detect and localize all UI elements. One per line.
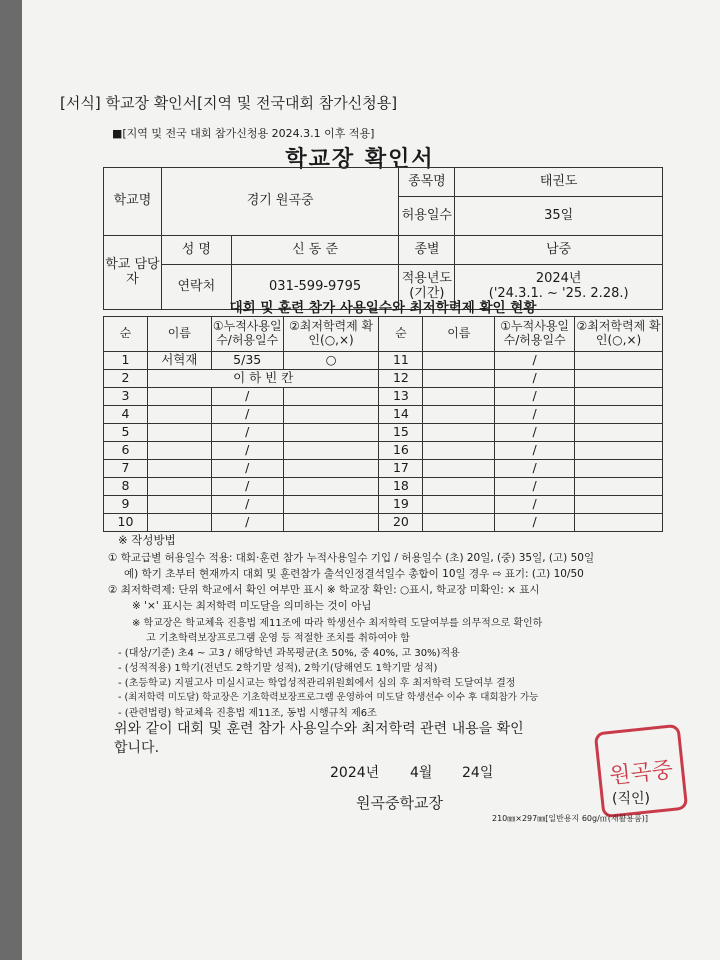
paper-spec: 210㎜×297㎜[일반용지 60g/㎡(재활용품)] (492, 814, 649, 823)
row-check (283, 424, 379, 442)
row-check (575, 514, 663, 532)
row-check (283, 406, 379, 424)
note-line: ② 최저학력제: 단위 학교에서 확인 여부만 표시 ※ 학교장 확인: ○표시, 학교장 미확인: × 표시 (108, 584, 540, 596)
table-row (104, 352, 663, 370)
row-no: 20 (379, 514, 423, 532)
school-label: 학교명 (104, 168, 162, 236)
row-check (283, 460, 379, 478)
row-days: / (211, 514, 283, 532)
note-line: ① 학교급별 허용일수 적용: 대회·훈련 참가 누적사용일수 기입 / 허용일수 (초) 20일, (중) 35일, (고) 50일 (108, 552, 595, 564)
row-days: / (495, 496, 575, 514)
row-no: 13 (379, 388, 423, 406)
row-name (423, 424, 495, 442)
section-title: 대회 및 훈련 참가 사용일수와 최저학력제 확인 현황 (229, 300, 537, 316)
row-check (283, 514, 379, 532)
name-label: 성 명 (161, 236, 231, 265)
row-check (575, 388, 663, 406)
usage-table (103, 316, 663, 532)
closing-line-2: 합니다. (114, 740, 160, 756)
table-row (104, 514, 663, 532)
row-no: 19 (379, 496, 423, 514)
note-line: - (관련법령) 학교체육 진흥법 제11조, 동법 시행규칙 제6조 (118, 708, 377, 719)
row-check (575, 460, 663, 478)
table-row (104, 406, 663, 424)
period-value: ('24.3.1. ~ '25. 2.28.) (488, 286, 629, 301)
note-line: 예) 학기 초부터 현재까지 대회 및 훈련참가 출석인정결석일수 총합이 10일 경우 ⇨ 표기: (고) 10/50 (124, 568, 584, 580)
row-no: 12 (379, 370, 423, 388)
school-seal-stamp: 원곡중 (594, 724, 689, 819)
row-name (423, 496, 495, 514)
table-row (104, 496, 663, 514)
row-check (575, 496, 663, 514)
signer: 원곡중학교장 (356, 794, 443, 812)
header-no: 순 (379, 317, 423, 352)
date-day: 24일 (462, 765, 494, 781)
row-check (575, 370, 663, 388)
row-days: / (211, 442, 283, 460)
header-days: ①누적사용일수/허용일수 (495, 317, 575, 352)
row-days: / (495, 460, 575, 478)
note-line: ※ '×' 표시는 최저학력 미도달을 의미하는 것이 아님 (132, 600, 372, 612)
gender-value: 남중 (455, 236, 663, 265)
row-name (423, 478, 495, 496)
table-row (104, 478, 663, 496)
row-name (147, 496, 211, 514)
row-days: / (211, 406, 283, 424)
row-no: 14 (379, 406, 423, 424)
year-value: 2024년 (535, 271, 582, 287)
note-line: 고 기초학력보장프로그램 운영 등 적절한 조치를 취하여야 함 (146, 633, 410, 644)
closing-line-1: 위와 같이 대회 및 훈련 참가 사용일수와 최저학력 관련 내용을 확인 (114, 721, 524, 737)
row-no: 11 (379, 352, 423, 370)
row-days: / (211, 478, 283, 496)
row-no: 2 (104, 370, 148, 388)
header-check: ②최저학력제 확인(○,×) (283, 317, 379, 352)
gender-label: 종별 (399, 236, 455, 265)
row-name (147, 442, 211, 460)
row-name (423, 442, 495, 460)
row-no: 4 (104, 406, 148, 424)
row-no: 7 (104, 460, 148, 478)
header-check: ②최저학력제 확인(○,×) (575, 317, 663, 352)
note-line: ※ 학교장은 학교체육 진흥법 제11조에 따라 학생선수 최저학력 도달여부를 의무적으로 확인하 (132, 618, 543, 629)
date-month: 4월 (410, 765, 433, 781)
row-days: / (495, 406, 575, 424)
info-table (103, 167, 663, 310)
row-days: / (495, 388, 575, 406)
row-no: 15 (379, 424, 423, 442)
header-days: ①누적사용일수/허용일수 (211, 317, 283, 352)
table-row (104, 370, 663, 388)
row-check (575, 352, 663, 370)
row-name (423, 352, 495, 370)
row-name (147, 478, 211, 496)
row-no: 5 (104, 424, 148, 442)
row-days: / (211, 496, 283, 514)
header-no: 순 (104, 317, 148, 352)
row-name (147, 406, 211, 424)
sub-header: ■[지역 및 전국 대회 참가신청용 2024.3.1 이후 적용] (112, 127, 375, 140)
row-name (423, 406, 495, 424)
row-check (283, 496, 379, 514)
header-name: 이름 (423, 317, 495, 352)
row-name (423, 388, 495, 406)
note-line: - (최저학력 미도달) 학교장은 기초학력보장프로그램 운영하여 미도달 학생선수 이수 후 대회참가 가능 (118, 692, 539, 703)
form-header: [서식] 학교장 확인서[지역 및 전국대회 참가신청용] (60, 94, 398, 112)
row-no: 16 (379, 442, 423, 460)
row-check (575, 478, 663, 496)
year-label: 적용년도 (기간) (399, 265, 455, 310)
note-line: - (초등학교) 지필고사 미실시교는 학업성적관리위원회에서 심의 후 최저학력 도달여부 결정 (118, 678, 516, 689)
row-check (283, 442, 379, 460)
event-value: 태권도 (455, 168, 663, 197)
date-year: 2024년 (330, 765, 380, 781)
allowed-days-label: 허용일수 (399, 197, 455, 236)
row-no: 1 (104, 352, 148, 370)
row-check (283, 388, 379, 406)
manager-label: 학교 담당자 (104, 236, 162, 310)
table-row (104, 388, 663, 406)
contact-label: 연락처 (161, 265, 231, 310)
row-days: / (495, 478, 575, 496)
name-value: 신 동 준 (231, 236, 399, 265)
row-check (575, 442, 663, 460)
row-name: 서혁재 (147, 352, 211, 370)
table-row (104, 460, 663, 478)
row-days: / (495, 442, 575, 460)
row-no: 10 (104, 514, 148, 532)
row-no: 6 (104, 442, 148, 460)
row-name (423, 370, 495, 388)
row-days: 5/35 (211, 352, 283, 370)
table-row (104, 424, 663, 442)
row-name (147, 460, 211, 478)
row-no: 8 (104, 478, 148, 496)
row-no: 9 (104, 496, 148, 514)
row-no: 17 (379, 460, 423, 478)
row-name (423, 514, 495, 532)
notes-heading: ※ 작성방법 (118, 533, 176, 547)
row-days: / (495, 514, 575, 532)
note-line: - (대상/기준) 초4 ~ 고3 / 해당학년 과목평균(초 50%, 중 40%, 고 30%)적용 (118, 648, 460, 659)
school-value: 경기 원곡중 (161, 168, 399, 236)
row-check: ○ (283, 352, 379, 370)
allowed-days-value: 35일 (455, 197, 663, 236)
row-check (575, 424, 663, 442)
row-days: / (495, 352, 575, 370)
note-line: - (성적적용) 1학기(전년도 2학기말 성적), 2학기(당해연도 1학기말 성적) (118, 663, 438, 674)
row-name (147, 424, 211, 442)
row-no: 18 (379, 478, 423, 496)
row-days: / (495, 370, 575, 388)
row-name (147, 388, 211, 406)
seal-mark: (직인) (612, 791, 650, 807)
blank-note: 이 하 빈 칸 (147, 370, 379, 388)
row-name (423, 460, 495, 478)
row-days: / (211, 424, 283, 442)
row-name (147, 514, 211, 532)
header-name: 이름 (147, 317, 211, 352)
table-row (104, 442, 663, 460)
row-check (283, 478, 379, 496)
event-label: 종목명 (399, 168, 455, 197)
row-days: / (211, 460, 283, 478)
row-days: / (211, 388, 283, 406)
row-check (575, 406, 663, 424)
document-title: 학교장 확인서 (285, 147, 435, 172)
contact-value: 031-599-9795 (231, 265, 399, 310)
row-days: / (495, 424, 575, 442)
row-no: 3 (104, 388, 148, 406)
